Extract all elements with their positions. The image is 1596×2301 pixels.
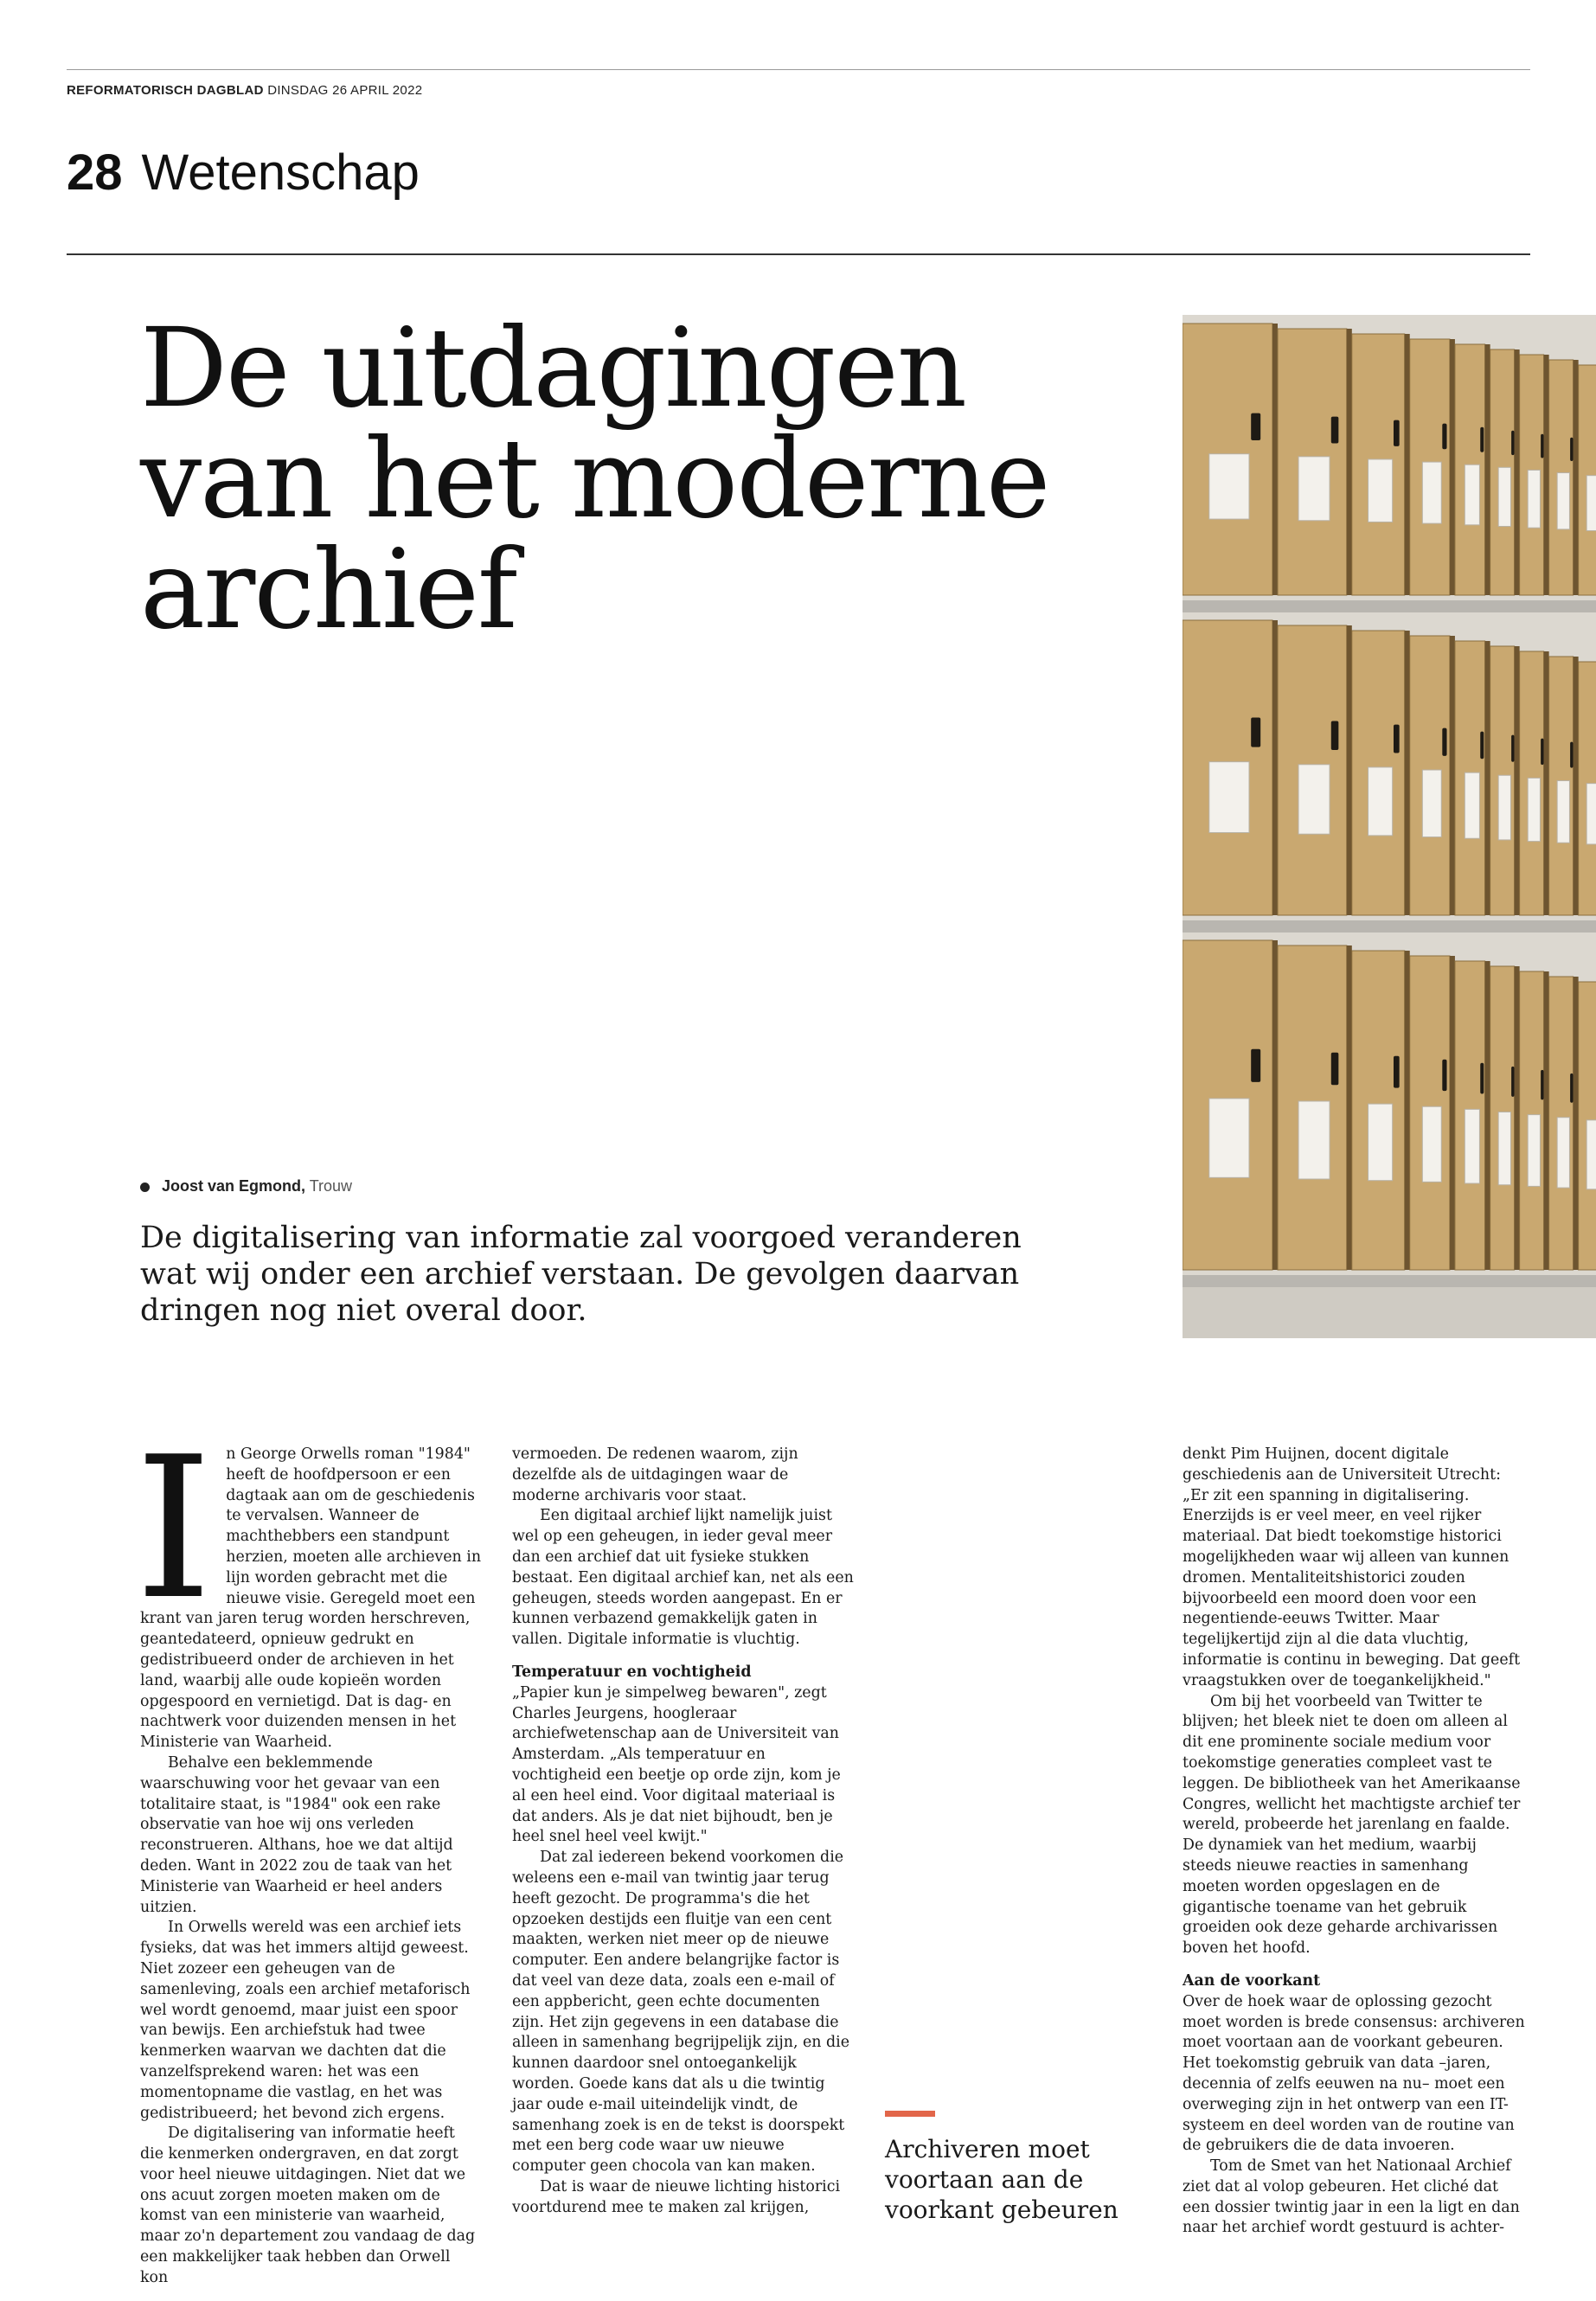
drop-cap: I	[135, 1415, 213, 1643]
archive-box-label	[1586, 784, 1596, 844]
shelf-edge	[1183, 920, 1596, 933]
top-rule	[67, 69, 1530, 70]
archive-box-side	[1485, 961, 1490, 1270]
archive-box-label	[1586, 476, 1596, 531]
archive-box-side	[1574, 657, 1579, 915]
archive-box-side	[1485, 641, 1490, 915]
archive-box-label	[1586, 1120, 1596, 1189]
archive-box-side	[1347, 945, 1352, 1270]
archive-box-handle-icon	[1394, 420, 1400, 446]
archive-box-label	[1557, 781, 1569, 843]
archive-shelves-illustration	[1183, 315, 1596, 1338]
archive-box-handle-icon	[1442, 1060, 1446, 1091]
archive-box-side	[1272, 620, 1278, 915]
archive-box-side	[1450, 339, 1455, 595]
archive-box-handle-icon	[1331, 1053, 1339, 1086]
archive-box-side	[1574, 977, 1579, 1270]
archive-box-handle-icon	[1394, 1056, 1400, 1088]
shelf-edge	[1183, 1275, 1596, 1287]
paragraph: Tom de Smet van het Nationaal Archief ziet dat al volop gebeuren. Het cliché dat een dossier twintig jaar in een la ligt en dan naar het archief wordt gestuurd is achter-	[1183, 2157, 1520, 2237]
archive-box-label	[1209, 1099, 1249, 1177]
archive-box-side	[1544, 651, 1549, 915]
subheading-voorkant: Aan de voorkant	[1183, 1971, 1321, 1990]
archive-box-label	[1528, 1115, 1540, 1187]
archive-box-handle-icon	[1570, 1074, 1573, 1103]
article-column-2	[512, 1445, 854, 2218]
archive-box-handle-icon	[1442, 424, 1446, 450]
headline-line-3: archief	[140, 526, 516, 653]
archive-box-side	[1347, 329, 1352, 595]
paragraph: Om bij het voorbeeld van Twitter te blijven; het bleek niet te doen om alleen al dit ene prominente sociale medium voor toekomstige generaties compleet vast te leggen. De bibliotheek van het Amerikaanse Congres, wellicht het machtigste archief ter wereld, probeerde het jarenlang en faalde. De dynamiek van het medium, waarbij steeds nieuwe reacties in samenhang moeten worden opgeslagen en de gigantische toename van het gebruik groeiden ook deze geharde archivarissen boven het hoofd.	[1183, 1692, 1521, 1958]
archive-boxes-photo	[1183, 315, 1596, 1338]
archive-box-handle-icon	[1480, 427, 1484, 452]
subheading-temperatuur: Temperatuur en vochtigheid	[512, 1663, 752, 1681]
archive-box-handle-icon	[1570, 438, 1573, 461]
archive-box-label	[1422, 770, 1441, 837]
archive-box-side	[1574, 360, 1579, 595]
pull-quote	[885, 2111, 1136, 2225]
archive-box-label	[1557, 1118, 1569, 1188]
paragraph: Over de hoek waar de oplossing gezocht moet worden is brede consensus: archiveren moet voortaan aan de voorkant gebeuren. Het toekomstig gebruik van data –jaren, decennia of zelfs eeuwen na nu– moet een overweging zijn in het ontwerp van een IT-systeem en deel worden van de routine van de gebruikers die de data invoeren.	[1183, 1992, 1525, 2155]
archive-box-label	[1209, 762, 1249, 833]
section-header	[67, 144, 420, 202]
byline	[140, 1177, 352, 1195]
archive-box-label	[1557, 473, 1569, 529]
archive-box-label	[1368, 459, 1393, 522]
shelf-edge	[1183, 600, 1596, 612]
byline-bullet-icon	[140, 1183, 150, 1192]
archive-box-handle-icon	[1541, 739, 1543, 766]
archive-box-label	[1498, 1112, 1510, 1184]
pull-quote-accent-bar	[885, 2111, 935, 2117]
pull-quote-text: Archiveren moet voortaan aan de voorkant gebeuren	[885, 2135, 1118, 2224]
paragraph: vermoeden. De redenen waarom, zijn dezelfde als de uitdagingen waar de moderne archivaris voor staat.	[512, 1445, 798, 1504]
archive-box-handle-icon	[1331, 417, 1339, 444]
paragraph: „Papier kun je simpelweg bewaren", zegt Charles Jeurgens, hoogleraar archiefwetenschap aan de Universiteit van Amsterdam. „Als temperatuur en vochtigheid een beetje op orde zijn, kom je al een heel eind. Voor digitaal materiaal is dat anders. Als je dat niet bijhoudt, ben je heel snel heel veel kwijt."	[512, 1683, 841, 1846]
archive-box-side	[1450, 956, 1455, 1270]
archive-box-handle-icon	[1331, 721, 1339, 751]
archive-box-handle-icon	[1251, 718, 1260, 747]
archive-box-label	[1465, 1109, 1479, 1183]
archive-box-side	[1347, 625, 1352, 915]
headline-line-2: van het moderne	[140, 415, 1049, 542]
archive-box-label	[1298, 1101, 1330, 1179]
archive-box-label	[1422, 462, 1441, 523]
archive-box-side	[1405, 631, 1410, 915]
paragraph: Dat is waar de nieuwe lichting historici voortdurend mee te maken zal krijgen,	[512, 2177, 841, 2216]
article-intro: De digitalisering van informatie zal voorgoed veranderen wat wij onder een archief verstaan. De gevolgen daarvan dringen nog niet overal door.	[140, 1221, 1022, 1328]
archive-box-side	[1272, 940, 1278, 1270]
paragraph: In Orwells wereld was een archief iets fysieks, dat was het immers altijd geweest. Niet zozeer een geheugen van de samenleving, zoals een archief metaforisch wel wordt genoemd, maar juist een spoor van bewijs. Een archiefstuk had twee kenmerken waarvan we dachten dat die vanzelfsprekend waren: het was een momentopname die vastlag, en het was gedistribueerd; het bevond zich ergens.	[140, 1919, 471, 2122]
floor	[1183, 1287, 1596, 1338]
archive-box-handle-icon	[1541, 1070, 1543, 1100]
archive-box-side	[1515, 646, 1520, 915]
archive-box-label	[1528, 778, 1540, 841]
masthead	[67, 83, 422, 98]
archive-box-label	[1368, 767, 1393, 836]
archive-box-handle-icon	[1251, 1049, 1260, 1082]
archive-box-label	[1465, 772, 1479, 838]
archive-box-handle-icon	[1511, 735, 1514, 762]
archive-box-side	[1544, 971, 1549, 1270]
archive-box-side	[1450, 636, 1455, 915]
paragraph: n George Orwells roman "1984" heeft de hoofdpersoon er een dagtaak aan om de geschiedenis te vervalsen. Wanneer de machthebbers een standpunt herzien, moeten alle archieven in lijn worden gebracht met die nieuwe visie. Geregeld moet een krant van jaren terug worden herschreven, geantedateerd, opnieuw gedrukt en gedistribueerd onder de archieven in het land, waarbij alle oude kopieën worden opgespoord en vernietigd. Dat is dag- en nachtwerk voor duizenden mensen in het Ministerie van Waarheid.	[140, 1445, 482, 1752]
archive-box-handle-icon	[1394, 725, 1400, 753]
archive-box-handle-icon	[1511, 1067, 1514, 1097]
paragraph: Dat zal iedereen bekend voorkomen die weleens een e-mail van twintig jaar terug heeft gezocht. De programma's die het opzoeken destijds een fluitje van een cent maakten, werken niet meer op de nieuwe computer. Een andere belangrijke factor is dat veel van deze data, zoals een e-mail of een appbericht, geen echte documenten zijn. Het zijn gegevens in een database die alleen in samenhang begrijpelijk zijn, en die kunnen daardoor snel ontoegankelijk worden. Goede kans dat als u die twintig jaar oude e-mail uiteindelijk vindt, de samenhang zoek is en de tekst is doorspekt met een berg code waar uw nieuwe computer geen chocola van kan maken.	[512, 1849, 850, 2176]
archive-box-handle-icon	[1442, 728, 1446, 756]
archive-box-handle-icon	[1511, 431, 1514, 455]
archive-box-side	[1515, 349, 1520, 595]
byline-source: Trouw	[309, 1177, 353, 1195]
byline-author: Joost van Egmond,	[162, 1177, 306, 1195]
masthead-paper: REFORMATORISCH DAGBLAD	[67, 83, 264, 98]
archive-box-label	[1298, 457, 1330, 521]
archive-box-label	[1368, 1104, 1393, 1181]
archive-box-side	[1272, 324, 1278, 595]
archive-box-label	[1528, 470, 1540, 528]
archive-box-side	[1405, 334, 1410, 595]
paragraph: Behalve een beklemmende waarschuwing voor het gevaar van een totalitaire staat, is "1984" ook een rake observatie van hoe wij ons verleden reconstrueren. Althans, hoe we dat altijd deden. Want in 2022 zou de taak van het Ministerie van Waarheid er heel anders uitzien.	[140, 1753, 453, 1916]
archive-box-handle-icon	[1541, 434, 1543, 458]
archive-box-label	[1422, 1106, 1441, 1182]
archive-box-label	[1465, 465, 1479, 525]
archive-box-handle-icon	[1570, 742, 1573, 768]
article-column-3	[1183, 1445, 1527, 2239]
article-column-1	[135, 1415, 482, 2289]
paragraph: Een digitaal archief lijkt namelijk juist wel op een geheugen, in ieder geval meer dan een archief dat uit fysieke stukken bestaat. Een digitaal archief kan, net als een geheugen, steeds worden aangepast. En er kunnen verbazend gemakkelijk gaten in vallen. Digitale informatie is vluchtig.	[512, 1507, 854, 1649]
archive-box-handle-icon	[1251, 413, 1260, 440]
archive-box-side	[1544, 355, 1549, 595]
paragraph: denkt Pim Huijnen, docent digitale geschiedenis aan de Universiteit Utrecht: „Er zit een spanning in digitalisering. Enerzijds is er veel meer, en veel rijker materiaal. Dat biedt toekomstige historici mogelijkheden waar wij alleen van kunnen dromen. Mentaliteitshistorici zouden bijvoorbeeld een moord doen voor een negentiende-eeuws Twitter. Maar tegelijkertijd zijn al die data vluchtig, informatie is continu in beweging. Dat geeft vraagstukken over de toegankelijkheid."	[1183, 1445, 1521, 1689]
archive-box-side	[1405, 951, 1410, 1270]
section-name: Wetenschap	[141, 144, 420, 201]
archive-box-label	[1498, 775, 1510, 840]
archive-box-side	[1515, 966, 1520, 1270]
headline-line-1: De uitdagingen	[140, 304, 965, 432]
paragraph: De digitalisering van informatie heeft die kenmerken ondergraven, en dat zorgt voor heel nieuwe uitdagingen. Niet dat we ons acuut zorgen moeten maken om de komst van een ministerie van waarheid, maar zo'n departement zou vandaag de dag een makkelijker taak hebben dan Orwell kon	[140, 2125, 476, 2286]
page-number: 28	[67, 144, 123, 201]
archive-box-label	[1209, 454, 1249, 519]
archive-box-side	[1485, 344, 1490, 595]
headline	[140, 304, 1135, 653]
archive-box-label	[1498, 467, 1510, 526]
archive-box-handle-icon	[1480, 732, 1484, 760]
masthead-date: DINSDAG 26 APRIL 2022	[267, 83, 423, 98]
archive-box-handle-icon	[1480, 1063, 1484, 1094]
section-rule	[67, 253, 1530, 255]
archive-box-label	[1298, 765, 1330, 834]
